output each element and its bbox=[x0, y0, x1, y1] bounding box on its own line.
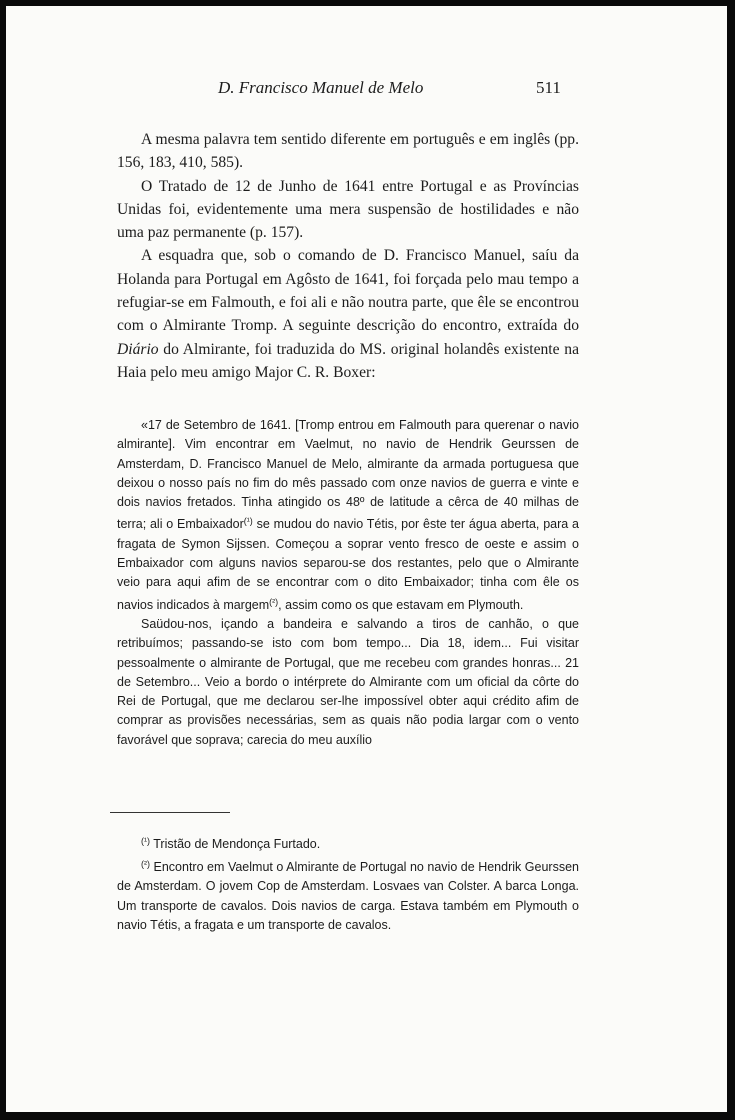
paragraph-3-text-a: A esquadra que, sob o comando de D. Francisco Manuel, saíu da Holanda para Portugal em Agôsto de 1641, foi forçada pelo mau tempo a refugiar-se em Falmouth, e foi ali e não noutra parte, que êle se encontrou com o Almirante Tromp. A seguinte descrição do encontro, extraída do bbox=[117, 247, 579, 335]
quote-paragraph-1 bbox=[117, 416, 579, 615]
running-title: D. Francisco Manuel de Melo bbox=[218, 78, 424, 97]
paragraph-3-text-b: do Almirante, foi traduzida do MS. original holandês existente na Haia pelo meu amigo Major C. R. Boxer: bbox=[117, 340, 579, 381]
footnote-ref-2: (²) bbox=[269, 596, 279, 607]
quote-text-c: , assim como os que estavam em Plymouth. bbox=[278, 597, 524, 612]
page-header bbox=[6, 78, 727, 108]
quote-text-b: se mudou do navio Tétis, por êste ter água aberta, para a fragata de Symon Sijssen. Começou a soprar vento fresco de oeste e assim o Embaixador com alguns navios separou-se dos restantes, pelo que o Almirante veio para aqui afim de se encontrar com o dito Embaixador; tinha com êle os navios indicados à margem bbox=[117, 517, 579, 612]
page-number: 511 bbox=[536, 78, 561, 97]
footnotes bbox=[117, 832, 579, 936]
paragraph-1: A mesma palavra tem sentido diferente em português e em inglês (pp. 156, 183, 410, 585). bbox=[117, 131, 579, 172]
footnote-separator bbox=[110, 812, 230, 813]
diary-quote bbox=[117, 416, 579, 750]
footnote-ref-1: (¹) bbox=[243, 516, 253, 527]
footnote-1-mark: (¹) bbox=[141, 836, 150, 846]
quote-text-a: «17 de Setembro de 1641. [Tromp entrou em Falmouth para querenar o navio almirante]. Vim encontrar em Vaelmut, no navio de Hendrik Geurssen de Amsterdam, D. Francisco Manuel de Melo, almirante da armada portuguesa que deixou o nosso país no fim do mês passado com onze navios de guerra e vinte e dois navios fretados. Tinha atingido os 48º de latitude a cêrca de 40 milhas de terra; ali o Embaixador bbox=[117, 418, 579, 532]
footnote-2 bbox=[117, 855, 579, 936]
quote-paragraph-2: Saüdou-nos, içando a bandeira e salvando a tiros de canhão, o que retribuímos; passando-se isto com bom tempo... Dia 18, idem... Fui visitar pessoalmente o almirante de Portugal, que me recebeu com grandes honras... 21 de Setembro... Veio a bordo o intérprete do Almirante com um oficial da côrte do Rei de Portugal, que me declarou ser-lhe impossível obter aqui crédito afim de comprar as provisões necessárias, sem as quais não podia largar com o vento favorável que soprava; carecia do meu auxílio bbox=[117, 616, 579, 747]
footnote-2-mark: (²) bbox=[141, 858, 150, 869]
book-page bbox=[6, 6, 727, 1112]
diario-italic: Diário bbox=[117, 340, 159, 358]
footnote-1-text: Tristão de Mendonça Furtado. bbox=[150, 837, 321, 851]
main-text bbox=[117, 128, 579, 384]
footnote-2-text: Encontro em Vaelmut o Almirante de Portugal no navio de Hendrik Geurssen de Amsterdam. O jovem Cop de Amsterdam. Losvaes van Colster. A barca Longa. Um transporte de cavalos. Dois navios de carga. Estava também em Plymouth o navio Tétis, a fragata e um transporte de cavalos. bbox=[117, 859, 579, 932]
paragraph-2: O Tratado de 12 de Junho de 1641 entre Portugal e as Províncias Unidas foi, evidentemente uma mera suspensão de hostilidades e não uma paz permanente (p. 157). bbox=[117, 177, 579, 242]
paragraph-3 bbox=[117, 244, 579, 384]
footnote-1 bbox=[117, 832, 579, 855]
